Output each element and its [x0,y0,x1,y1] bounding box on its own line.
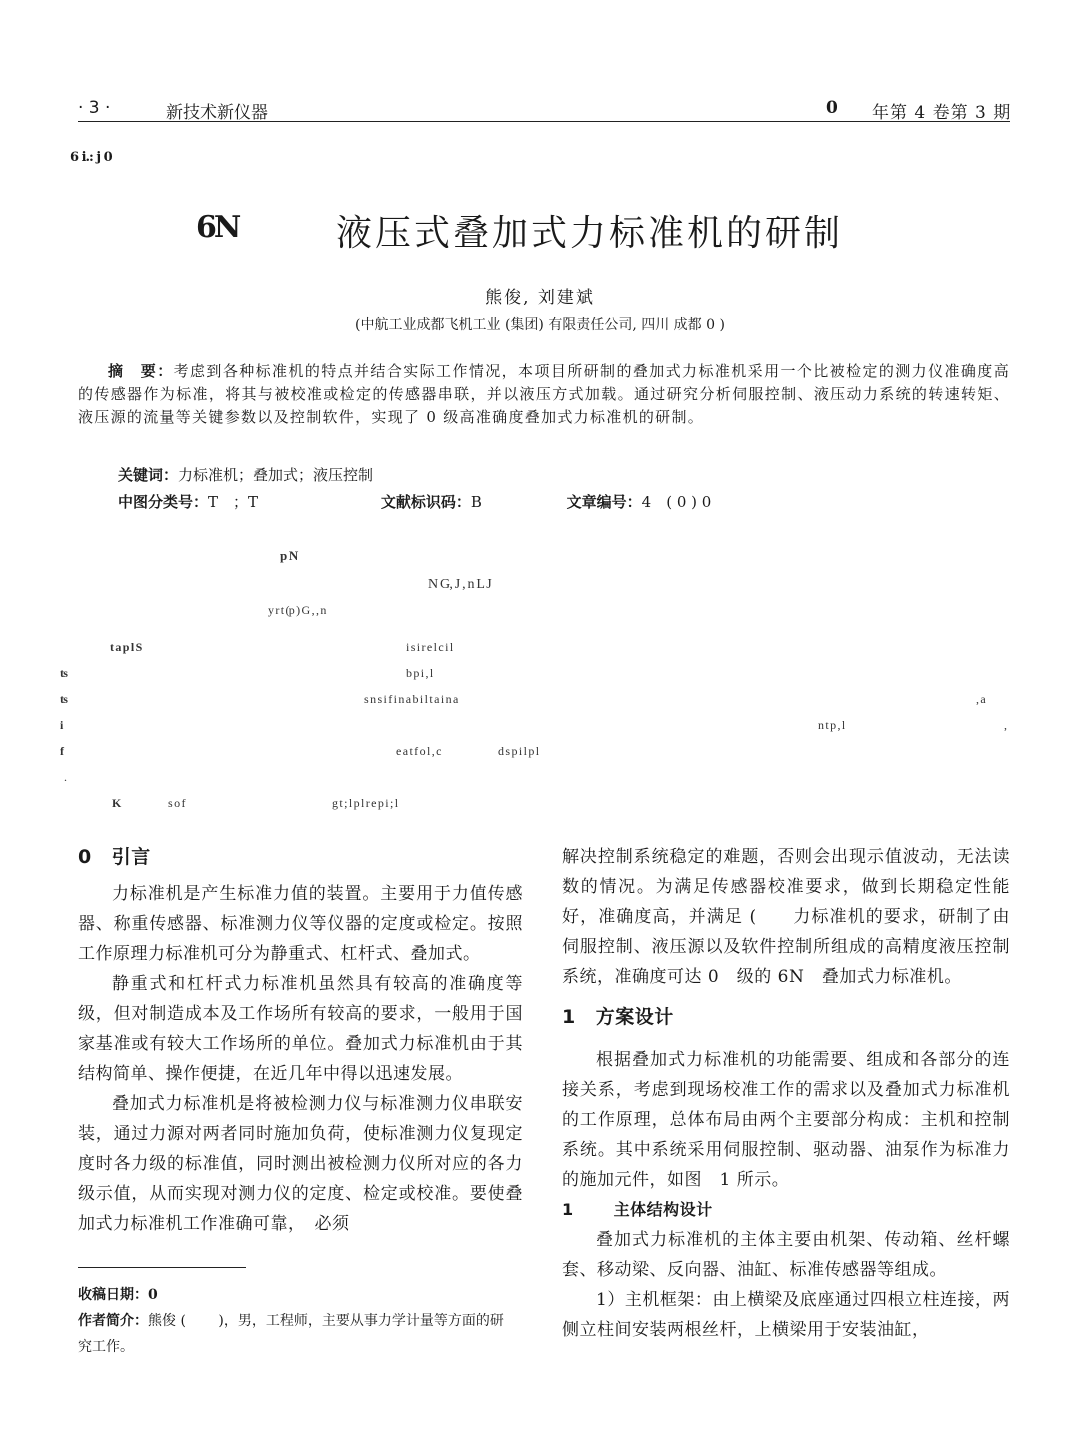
english-authors: N G, J , n L J [428,577,491,592]
intro-paragraph-1: 力标准机是产生标准力值的装置。主要用于力值传感器、称重传感器、标准测力仪等仪器的定度或检定。按照工作原理力标准机可分为静重式、杠杆式、叠加式。 [78,884,523,964]
author-bio-label: 作者简介： [78,1313,148,1329]
subsection-1-1-number: 1 [562,1200,574,1219]
journal-section: 新技术新仪器 [166,103,268,123]
english-abstract-2b: b p i , l [406,666,433,680]
english-title: p N [280,548,298,563]
english-abstract-2a: ts [60,666,68,680]
english-abstract-3c: , a [976,692,985,706]
clc-value: T ；T [208,493,259,511]
english-abstract-5b: e a t f o l , c [396,744,441,758]
english-abstract-3b: s n s i f i n a b i l t a i n a [364,692,458,706]
section-0-number: 0 [78,846,92,868]
keywords-text: 力标准机；叠加式；液压控制 [178,466,374,484]
page-title: 液压式叠加式力标准机的研制 [336,213,844,254]
english-keywords-a: s o f [168,796,185,810]
keywords [118,464,373,485]
title-code: 6N [196,210,239,245]
english-abstract-5c: d s p i l p l [498,744,539,758]
intro-paragraph-2: 静重式和杠杆式力标准机虽然具有较高的准确度等级，但对制造成本及工作场所有较高的要求，一般用于国家基准或有较大工作场所的单位。叠加式力标准机由于其结构简单、操作便捷，在近几年中得以迅速发展。 [78,974,523,1084]
abstract [78,360,1010,429]
section-0-heading: 引言 [111,846,151,868]
abstract-label: 摘 要： [108,362,174,380]
abstract-text: 考虑到各种标准机的特点并结合实际工作情况，本项目所研制的叠加式力标准机采用一个比被检定的测力仪准确度高的传感器作为标准，将其与被校准或检定的传感器串联，并以液压方式加载。通过研究分析伺服控制、液压动力系统的转速转矩、液压源的流量等关键参数以及控制软件，实现了 0 级高准确度叠加式力标准机的研制。 [78,362,1010,426]
article-number-value: 4 ( 0 ) 0 [641,493,712,511]
authors: 熊俊, 刘建斌 [485,288,595,308]
doi: 6 i.: j 0 [70,150,112,165]
footnote [78,1282,508,1360]
subsection-1-1-heading: 主体结构设计 [613,1200,713,1219]
english-abstract-4c: , [1004,718,1007,732]
keywords-label: 关键词： [118,466,179,484]
english-abstract-1b: i s i r e l c i l [406,640,453,654]
section-1-number: 1 [562,1006,576,1028]
english-abstract-4b: n t p , l [818,718,845,732]
issue-year: 0 [826,98,838,118]
english-keywords-b: g t ; l p l r e p i ; l [332,796,398,810]
english-abstract-3a: ts [60,692,68,706]
received-date: 0 [148,1287,158,1303]
clc-label: 中图分类号： [118,493,209,511]
author-bio: 熊俊 ( )，男，工程师，主要从事力学计量等方面的研究工作。 [78,1313,504,1355]
section-1-heading: 方案设计 [595,1006,674,1028]
classification [118,491,1018,512]
doc-code-value: B [470,493,482,511]
intro-paragraph-3: 叠加式力标准机是将被检测力仪与标准测力仪串联安装，通过力源对两者同时施加负荷，使标准测力仪复现定度时各力级的标准值，同时测出被检测力仪所对应的各力级示值，从而实现对测力仪的定度、检定或校准。要使叠加式力标准机工作准确可靠， 必须 [78,1094,523,1234]
footnote-rule [78,1267,246,1268]
right-column [562,842,1010,1345]
received-label: 收稿日期： [78,1287,148,1303]
structure-paragraph-1: 叠加式力标准机的主体主要由机架、传动箱、丝杆螺套、移动梁、反向器、油缸、标准传感器等组成。 [562,1230,1010,1280]
english-abstract-4a: i [60,718,63,732]
english-abstract-5a: f [60,744,64,758]
right-paragraph-0: 解决控制系统稳定的难题，否则会出现示值波动，无法读数的情况。为满足传感器校准要求，做到长期稳定性能好，准确度高，并满足 ( 力标准机的要求，研制了由伺服控制、液压源以及软件控制所组成的高精度液压控制系统，准确度可达 0 级的 6N 叠加式力标准机。 [562,847,1010,987]
english-keywords-label: K [112,796,121,810]
english-abstract-6: . [64,770,67,784]
page-number: · 3 · [78,98,111,118]
design-paragraph-1: 根据叠加式力标准机的功能需要、组成和各部分的连接关系，考虑到现场校准工作的需求以及叠加式力标准机的工作原理，总体布局由两个主要部分构成：主机和控制系统。其中系统采用伺服控制、驱动器、油泵作为标准力的施加元件，如图 1 所示。 [562,1050,1010,1190]
doc-code-label: 文献标识码： [380,493,471,511]
structure-paragraph-2: 1）主机框架：由上横梁及底座通过四根立柱连接，两侧立柱间安装两根丝杆，上横梁用于安装油缸， [562,1290,1010,1340]
affiliation: (中航工业成都飞机工业 (集团) 有限责任公司, 四川 成都 0 ) [355,317,725,333]
left-column [78,842,523,1239]
header-rule [78,121,1010,122]
english-abstract-1a: t a p l S [110,640,142,654]
article-number-label: 文章编号： [566,493,642,511]
english-affiliation: y r t (p ) G , , n [268,603,326,617]
issue-info: 年第 4 卷第 3 期 [872,103,1012,123]
